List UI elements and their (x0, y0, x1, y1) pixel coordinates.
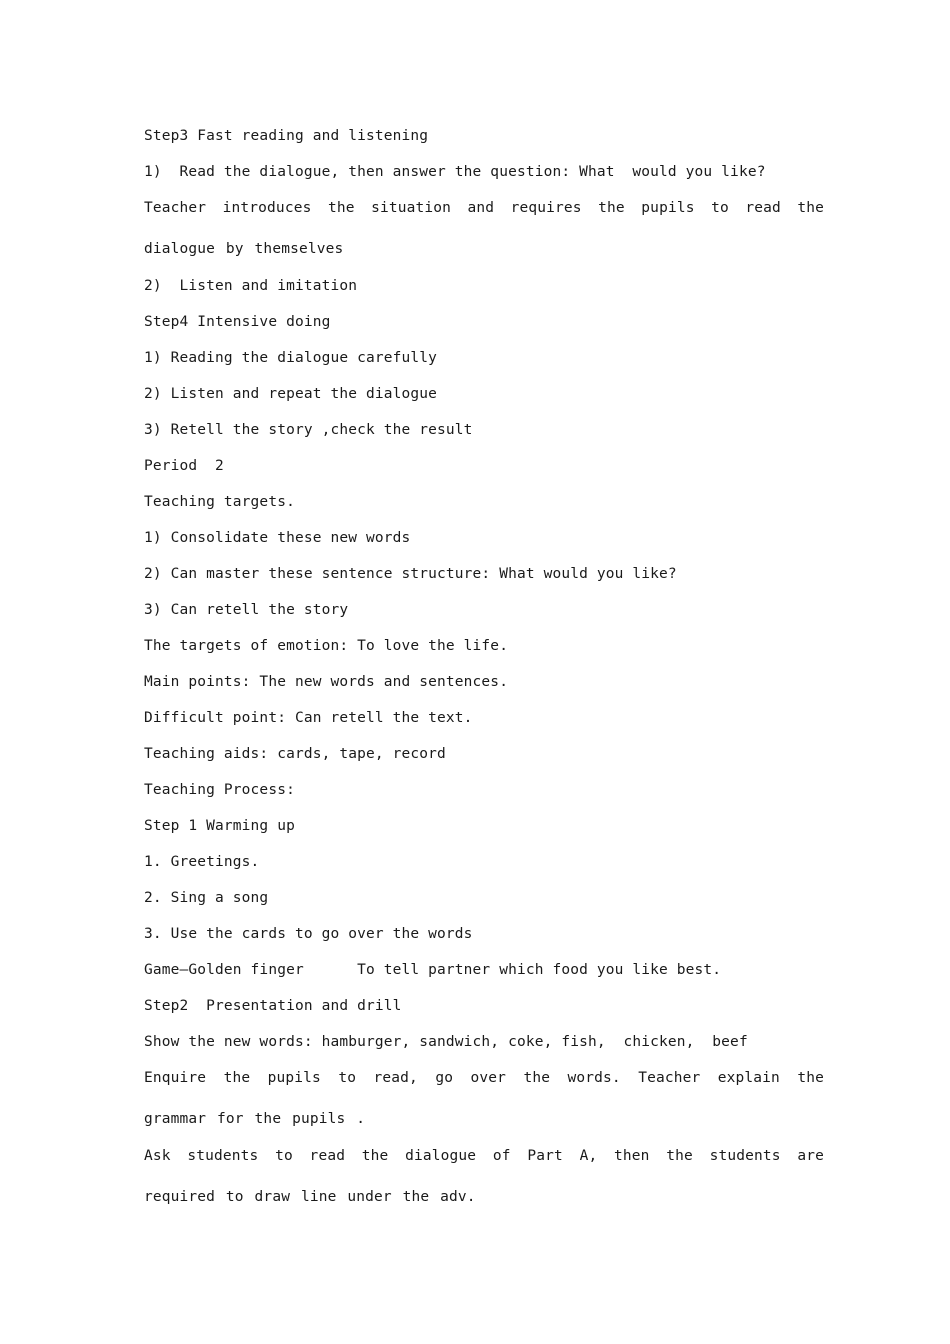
enquire-paragraph: Enquire the pupils to read, go over the words. Teacher explain the grammar for the pupils . (144, 1070, 824, 1127)
target-item-1: 1) Consolidate these new words (144, 530, 411, 546)
step3-item-1: 1) Read the dialogue, then answer the question: What would you like? (144, 164, 766, 180)
step1-item-3: 3. Use the cards to go over the words (144, 926, 473, 942)
step4-item-3: 3) Retell the story ,check the result (144, 422, 473, 438)
emotion-target: The targets of emotion: To love the life. (144, 638, 509, 654)
step1-item-2: 2. Sing a song (144, 890, 269, 906)
step3-item-2: 2) Listen and imitation (144, 278, 358, 294)
new-words-line: Show the new words: hamburger, sandwich, coke, fish, chicken, beef (144, 1034, 748, 1050)
teaching-targets-heading: Teaching targets. (144, 494, 295, 510)
game-line: Game—Golden finger To tell partner which food you like best. (144, 962, 722, 978)
target-item-3: 3) Can retell the story (144, 602, 349, 618)
step4-item-2: 2) Listen and repeat the dialogue (144, 386, 438, 402)
ask-students-paragraph: Ask students to read the dialogue of Part A, then the students are required to draw line under the adv. (144, 1148, 824, 1205)
step4-heading: Step4 Intensive doing (144, 314, 331, 330)
step4-item-1: 1) Reading the dialogue carefully (144, 350, 438, 366)
teaching-process-heading: Teaching Process: (144, 782, 295, 798)
step3-heading: Step3 Fast reading and listening (144, 128, 429, 144)
step1-item-1: 1. Greetings. (144, 854, 260, 870)
target-item-2: 2) Can master these sentence structure: What would you like? (144, 566, 677, 582)
main-points: Main points: The new words and sentences. (144, 674, 509, 690)
teaching-aids: Teaching aids: cards, tape, record (144, 746, 446, 762)
difficult-point: Difficult point: Can retell the text. (144, 710, 473, 726)
step1-heading: Step 1 Warming up (144, 818, 295, 834)
period-heading: Period 2 (144, 458, 224, 474)
step3-paragraph: Teacher introduces the situation and requires the pupils to read the dialogue by themselves (144, 200, 824, 257)
step2-heading: Step2 Presentation and drill (144, 998, 402, 1014)
document-body (144, 126, 824, 1224)
